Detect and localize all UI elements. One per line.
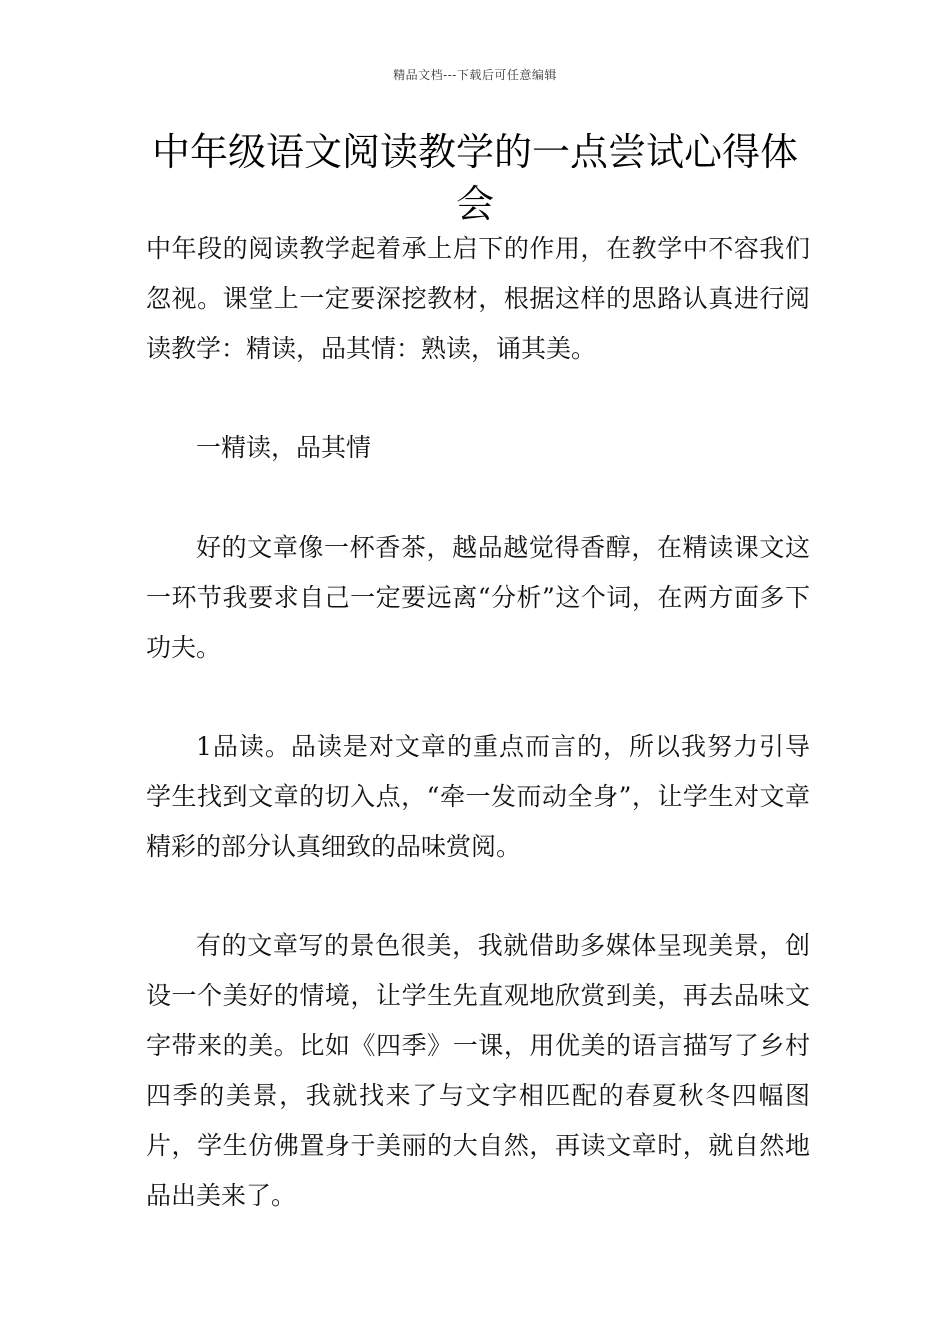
- document-title: 中年级语文阅读教学的一点尝试心得体会: [151, 130, 798, 226]
- paragraph-intro: 中年段的阅读教学起着承上启下的作用，在教学中不容我们忽视。课堂上一定要深挖教材，根据这样的思路认真进行阅读教学：精读，品其情：熟读，诵其美。: [146, 234, 810, 363]
- paragraph-pindu: 1品读。品读是对文章的重点而言的，所以我努力引导学生找到文章的切入点，“牵一发而动全身”，让学生对文章精彩的部分认真细致的品味赏阅。: [146, 732, 810, 861]
- paragraph-scene: 有的文章写的景色很美，我就借助多媒体呈现美景，创设一个美好的情境，让学生先直观地欣赏到美，再去品味文字带来的美。比如《四季》一课，用优美的语言描写了乡村四季的美景，我就找来了与文字相匹配的春夏秋冬四幅图片，学生仿佛置身于美丽的大自然，再读文章时，就自然地品出美来了。: [146, 931, 810, 1210]
- paragraph-tea: 好的文章像一杯香茶，越品越觉得香醇，在精读课文这一环节我要求自己一定要远离“分析”这个词，在两方面多下功夫。: [146, 533, 810, 662]
- section-heading: 一精读，品其情: [196, 433, 372, 462]
- header-note: 精品文档---下载后可任意编辑: [393, 68, 557, 82]
